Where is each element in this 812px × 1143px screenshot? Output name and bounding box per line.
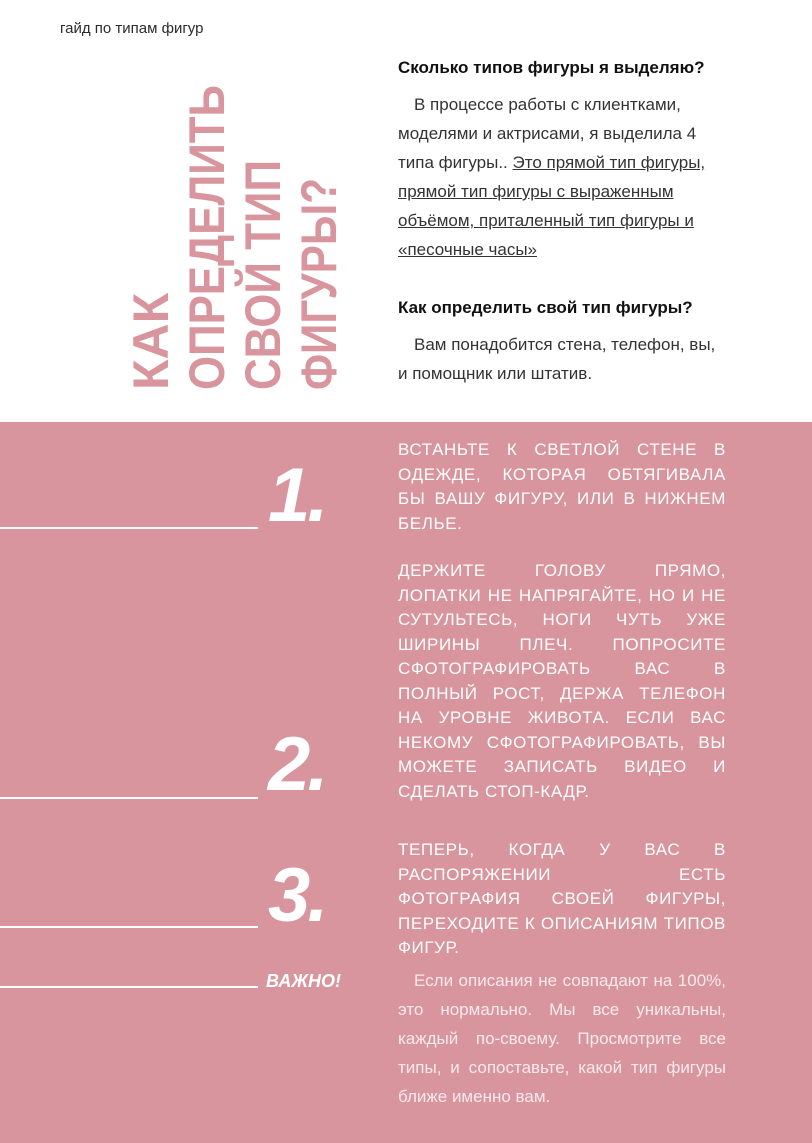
intro-paragraph bbox=[398, 90, 726, 264]
step-1-rule bbox=[0, 527, 258, 529]
step-2-rule bbox=[0, 797, 258, 799]
step-2-text: ДЕРЖИТЕ ГОЛОВУ ПРЯМО, ЛОПАТКИ НЕ НАПРЯГАЙТЕ, НО И НЕ СУТУЛЬТЕСЬ, НОГИ ЧУТЬ УЖЕ ШИРИНЫ ПЛЕЧ. ПОПРОСИТЕ СФОТОГРАФИРОВАТЬ ВАС В ПОЛНЫЙ РОСТ, ДЕРЖА ТЕЛЕФОН НА УРОВНЕ ЖИВОТА. ЕСЛИ ВАС НЕКОМУ СФОТОГРАФИРОВАТЬ, ВЫ МОЖЕТЕ ЗАПИСАТЬ ВИДЕО И СДЕЛАТЬ СТОП-КАДР. bbox=[398, 561, 726, 801]
title-line-2: ОПРЕДЕЛИТЬ bbox=[179, 42, 235, 390]
question-how-to-define: Как определить свой тип фигуры? bbox=[398, 298, 693, 317]
step-1-text: ВСТАНЬТЕ К СВЕТЛОЙ СТЕНЕ В ОДЕЖДЕ, КОТОРАЯ ОБТЯГИВАЛА БЫ ВАШУ ФИГУРУ, ИЛИ В НИЖНЕМ БЕЛЬЕ. bbox=[398, 440, 726, 533]
title-line-3: СВОЙ ТИП bbox=[235, 127, 291, 390]
step-3-rule bbox=[0, 926, 258, 928]
figure-types-list: Это прямой тип фигуры, прямой тип фигуры с выраженным объёмом, приталенный тип фигуры и «песочные часы» bbox=[398, 153, 706, 259]
guide-header: гайд по типам фигур bbox=[60, 20, 204, 37]
vertical-title bbox=[90, 18, 350, 398]
intro-section bbox=[398, 58, 726, 388]
intro-paragraph-text: В процессе работы с клиентками, моделями и актрисами, я выделила 4 типа фигуры.. bbox=[398, 95, 697, 172]
title-line-4: ФИГУРЫ? bbox=[291, 139, 347, 390]
vertical-title-svg bbox=[90, 18, 350, 398]
step-2-number: 2. bbox=[268, 722, 326, 807]
note-rule bbox=[0, 986, 258, 988]
step-1-number: 1. bbox=[268, 453, 326, 538]
important-label: ВАЖНО! bbox=[266, 971, 341, 991]
step-3-text: ТЕПЕРЬ, КОГДА У ВАС В РАСПОРЯЖЕНИИ ЕСТЬ ФОТОГРАФИЯ СВОЕЙ ФИГУРЫ, ПЕРЕХОДИТЕ К ОПИСАНИЯМ ТИПОВ ФИГУР. bbox=[398, 840, 726, 957]
question-types-count: Сколько типов фигуры я выделяю? bbox=[398, 58, 705, 77]
requirements-paragraph: Вам понадобится стена, телефон, вы, и помощник или штатив. bbox=[398, 335, 716, 383]
title-line-1: КАК bbox=[123, 292, 179, 390]
step-3-number: 3. bbox=[268, 853, 326, 938]
important-note-text: Если описания не совпадают на 100%, это нормально. Мы все уникальны, каждый по-своему. Просмотрите все типы, и сопоставьте, какой тип фигуры ближе именно вам. bbox=[398, 971, 726, 1106]
